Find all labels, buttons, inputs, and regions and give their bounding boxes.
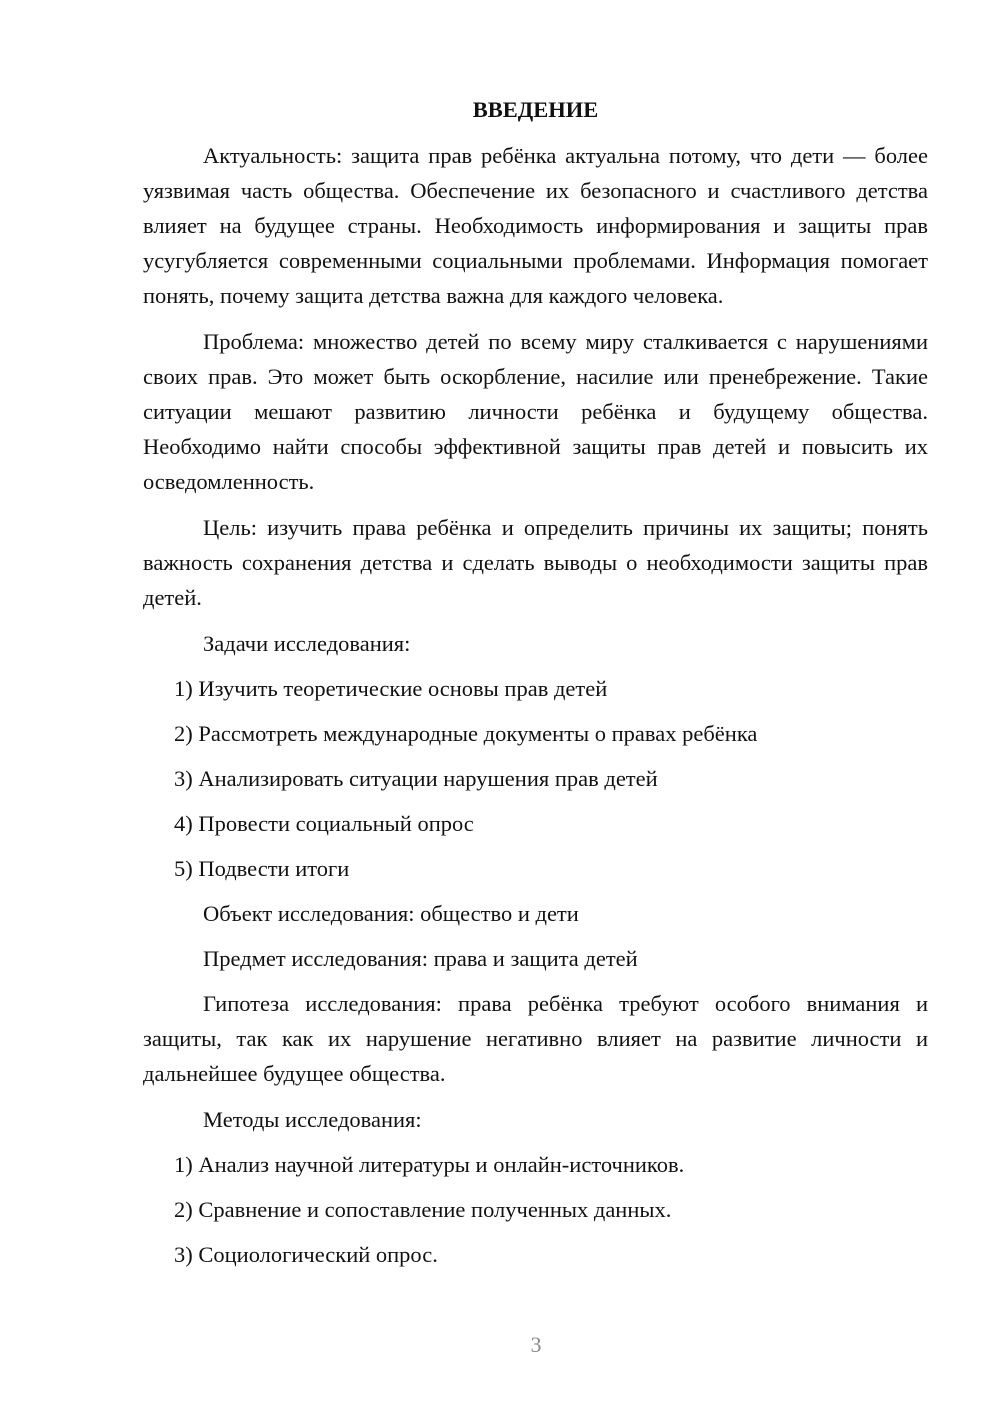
tasks-heading: Задачи исследования: bbox=[203, 631, 411, 656]
method-item: 3) Социологический опрос. bbox=[174, 1242, 438, 1267]
relevance-paragraph: Актуальность: защита прав ребёнка актуальна потому, что дети — более уязвимая часть общества. Обеспечение их безопасного и счастливого детства влияет на будущее страны. Необходимость информирования и защиты прав усугубляется современными социальными проблемами. Информация помогает понять, почему защита детства важна для каждого человека. bbox=[143, 143, 928, 308]
research-object: Объект исследования: общество и дети bbox=[203, 901, 579, 926]
research-subject: Предмет исследования: права и защита детей bbox=[203, 946, 638, 971]
method-item: 2) Сравнение и сопоставление полученных данных. bbox=[174, 1197, 672, 1222]
method-item: 1) Анализ научной литературы и онлайн-источников. bbox=[174, 1152, 685, 1177]
task-item: 5) Подвести итоги bbox=[174, 856, 350, 881]
methods-heading: Методы исследования: bbox=[203, 1107, 422, 1132]
hypothesis-paragraph: Гипотеза исследования: права ребёнка требуют особого внимания и защиты, так как их нарушение негативно влияет на развитие личности и дальнейшее будущее общества. bbox=[143, 991, 928, 1086]
task-item: 1) Изучить теоретические основы прав детей bbox=[174, 676, 608, 701]
document-page bbox=[143, 92, 928, 1272]
task-item: 4) Провести социальный опрос bbox=[174, 811, 474, 836]
problem-paragraph: Проблема: множество детей по всему миру сталкивается с нарушениями своих прав. Это может быть оскорбление, насилие или пренебрежение. Такие ситуации мешают развитию личности ребёнка и будущему общества. Необходимо найти способы эффективной защиты прав детей и повысить их осведомленность. bbox=[143, 329, 928, 494]
goal-paragraph: Цель: изучить права ребёнка и определить причины их защиты; понять важность сохранения детства и сделать выводы о необходимости защиты прав детей. bbox=[143, 515, 928, 610]
task-item: 3) Анализировать ситуации нарушения прав детей bbox=[174, 766, 658, 791]
section-title: ВВЕДЕНИЕ bbox=[472, 97, 599, 122]
task-item: 2) Рассмотреть международные документы о правах ребёнка bbox=[174, 721, 758, 746]
page-number: 3 bbox=[530, 1332, 542, 1357]
